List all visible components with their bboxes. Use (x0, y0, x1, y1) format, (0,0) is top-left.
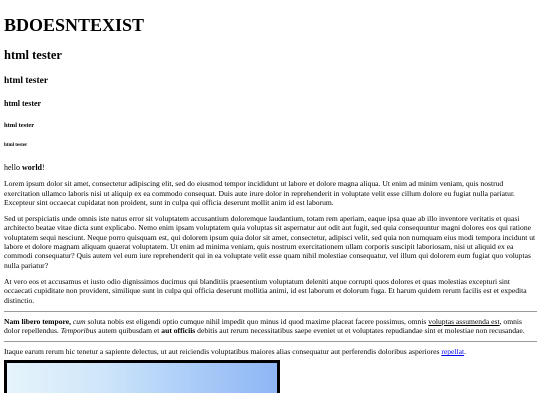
heading-2: html tester (4, 48, 62, 62)
hello-prefix: hello (4, 163, 22, 172)
repellat-link[interactable]: repellat (441, 347, 465, 357)
paragraph-3: At vero eos et accusamus et iusto odio dignissimos ducimus qui blanditiis praesentium voluptatum deleniti atque corrupti quos dolores et quas molestias excepturi sint occaecati cupiditate non provident, similique sunt in culpa qui officia deserunt mollitia animi, id est laborum et dolorum fuga. Et harum quidem rerum facilis est et expedita distinctio. (4, 276, 527, 305)
hello-bold: world (22, 163, 42, 172)
p4-text-4: debitis aut rerum necessitatibus saepe eveniet ut et voluptates repudiandae sint et molestiae non recusandae. (195, 326, 525, 336)
gradient-image (4, 360, 280, 393)
heading-5: html tester (4, 122, 35, 129)
heading-1: BDOESNTEXIST (4, 15, 145, 35)
page-content (4, 0, 537, 393)
p4-text-1: soluta nobis est eligendi optio cumque nihil impedit quo minus id quod maxime placeat facere possimus, omnis (85, 316, 429, 326)
p4-italic-2: Temporibus (60, 326, 97, 336)
divider-2 (4, 341, 537, 342)
heading-6: html tester (4, 143, 28, 148)
p4-text-3: autem quibusdam et (96, 326, 162, 336)
p4-bold-1: Nam libero tempore, (4, 316, 71, 326)
p4-bold-2: aut officiis (161, 326, 196, 336)
paragraph-1: Lorem ipsum dolor sit amet, consectetur adipiscing elit, sed do eiusmod tempor incididunt ut labore et dolore magna aliqua. Ut enim ad minim veniam, quis nostrud exercitation ullamco laboris nisi ut aliquip ex ea commodo consequat. Duis aute irure dolor in reprehenderit in voluptate velit esse cillum dolore eu fugiat nulla pariatur. Excepteur sint occaecat cupidatat non proident, sunt in culpa qui officia deserunt mollit anim id est laborum. (4, 179, 515, 207)
divider-1 (4, 311, 537, 312)
paragraph-2: Sed ut perspiciatis unde omnis iste natus error sit voluptatem accusantium doloremque laudantium, totam rem aperiam, eaque ipsa quae ab illo inventore veritatis et quasi architecto beatae vitae dicta sunt explicabo. Nemo enim ipsam voluptatem quia voluptas sit aspernatur aut odit aut fugit, sed quia consequuntur magni dolores eos qui ratione voluptatem sequi nesciunt. Neque porro quisquam est, qui dolorem ipsum quia dolor sit amet, consectetur, adipisci velit, sed quia non numquam eius modi tempora incidunt ut labore et dolore magnam aliquam quaerat voluptatem. Ut enim ad minima veniam, quis nostrum exercitationem ullam corporis suscipit laboriosam, nisi ut aliquid ex ea commodi consequatur? Quis autem vel eum iure reprehenderit qui in ea voluptate velit esse quam nihil molestiae consequatur, vel illum qui dolorem eum fugiat quo voluptas nulla pariatur? (4, 214, 536, 270)
p4-italic-1: cum (71, 316, 86, 326)
p4-text-2: , omnis dolor repellendus. (4, 316, 522, 336)
paragraph-5 (4, 347, 537, 356)
heading-4: html tester (4, 99, 42, 108)
p4-underline: voluptas assumenda est (428, 316, 500, 326)
p5-suffix: . (464, 347, 467, 357)
heading-3: html tester (4, 76, 49, 86)
hello-suffix: ! (42, 163, 45, 172)
hello-paragraph (4, 163, 537, 172)
p5-text: Itaque earum rerum hic tenetur a sapiente delectus, ut aut reiciendis voluptatibus maiores alias consequatur aut perferendis doloribus asperiores (4, 347, 442, 357)
paragraph-4 (4, 317, 537, 336)
